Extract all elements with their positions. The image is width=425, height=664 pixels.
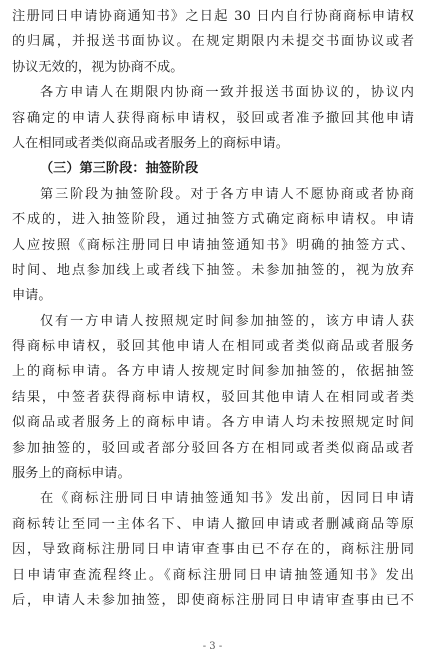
- text-line: 人应按照《商标注册同日申请抽签通知书》明确的抽签方式、: [12, 237, 414, 253]
- text-line: 第三阶段为抽签阶段。对于各方申请人不愿协商或者协商: [40, 186, 414, 202]
- section-heading: （三）第三阶段：抽签阶段: [40, 161, 199, 177]
- text-line: 商标转让至同一主体名下、申请人撤回申请或者删减商品等原: [12, 516, 414, 532]
- text-line: 似商品或者服务上的商标申请。各方申请人均未按照规定时间: [12, 415, 414, 431]
- text-line: 后，申请人未参加抽签，即使商标注册同日申请审查事由已不: [12, 592, 414, 608]
- text-line: 得商标申请权，驳回其他申请人在相同或者类似商品或者服务: [12, 339, 414, 355]
- text-line: 服务上的商标申请。: [12, 466, 131, 482]
- text-line: 时间、地点参加线上或者线下抽签。未参加抽签的，视为放弃: [12, 262, 414, 278]
- text-line: 各方申请人在期限内协商一致并报送书面协议的，协议内: [40, 85, 414, 101]
- text-line: 日申请审查流程终止。《商标注册同日申请抽签通知书》发出: [12, 567, 414, 583]
- text-line: 的归属，并报送书面协议。在规定期限内未提交书面协议或者: [12, 34, 414, 50]
- text-line: 注册同日申请协商通知书》之日起 30 日内自行协商商标申请权: [12, 9, 414, 24]
- text-line: 容确定的申请人获得商标申请权，驳回或者准予撤回其他申请: [12, 110, 414, 126]
- text-line: 因，导致商标注册同日申请审查事由已不存在的，商标注册同: [12, 542, 414, 558]
- text-line: 结果，中签者获得商标申请权，驳回其他申请人在相同或者类: [12, 389, 414, 405]
- text-line: 协议无效的，视为协商不成。: [12, 59, 184, 75]
- text-line: 参加抽签的，驳回或者部分驳回各方在相同或者类似商品或者: [12, 440, 414, 456]
- page-number: - 3 -: [202, 641, 223, 652]
- text-line: 在《商标注册同日申请抽签通知书》发出前，因同日申请: [40, 491, 414, 507]
- text-line: 不成的，进入抽签阶段，通过抽签方式确定商标申请权。申请: [12, 212, 414, 228]
- text-line: 申请。: [12, 288, 52, 304]
- body-text: [12, 4, 414, 613]
- text-line: 上的商标申请。各方申请人按规定时间参加抽签的，依据抽签: [12, 364, 414, 380]
- text-line: 人在相同或者类似商品或者服务上的商标申请。: [12, 135, 289, 151]
- text-line: 仅有一方申请人按照规定时间参加抽签的，该方申请人获: [40, 313, 414, 329]
